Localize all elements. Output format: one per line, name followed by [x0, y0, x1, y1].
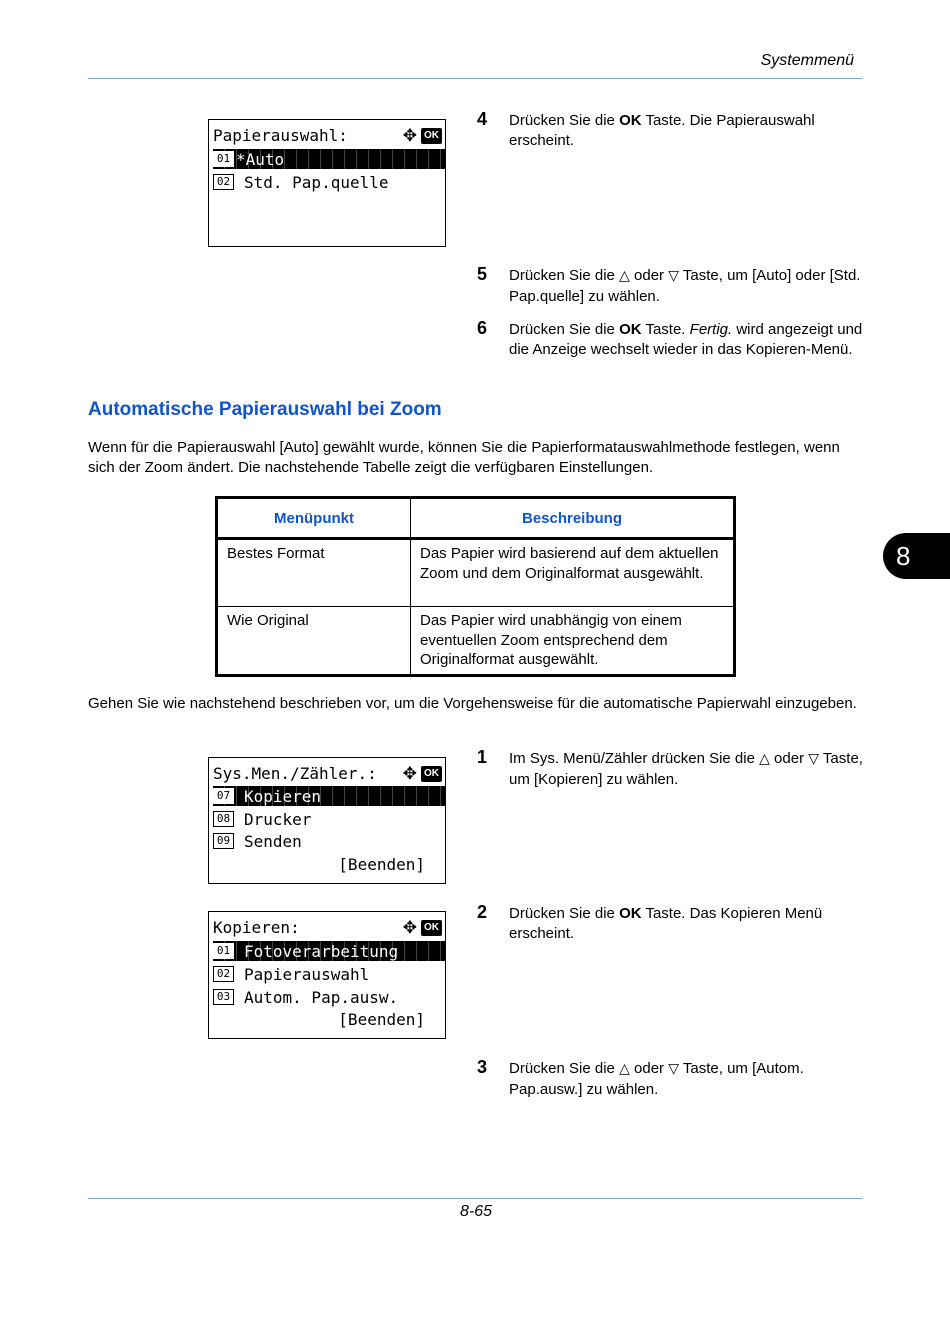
step-text: Im Sys. Menü/Zähler drücken Sie die	[509, 750, 760, 767]
ok-key-label: OK	[619, 112, 642, 129]
status-message: Fertig.	[689, 321, 733, 338]
lcd-row-label: Std. Pap.quelle	[244, 172, 389, 192]
lcd-title: Sys.Men./Zähler.:	[213, 764, 377, 783]
lcd-row	[213, 964, 369, 984]
lcd-row-label: Papierauswahl	[244, 964, 370, 984]
lcd-screen-copy-menu	[208, 911, 446, 1039]
lcd-row-label: Drucker	[244, 809, 312, 829]
step-3	[477, 1059, 867, 1099]
step-text: Taste. Das Kopieren Menü erscheint.	[509, 905, 823, 942]
table-header: Menüpunkt	[217, 498, 411, 539]
page-number: 8-65	[459, 1203, 493, 1220]
step-text: Drücken Sie die	[509, 321, 620, 338]
row-number-badge: 07	[213, 788, 234, 804]
step-6	[477, 320, 867, 359]
step-number: 6	[477, 318, 488, 338]
step-number: 5	[477, 264, 488, 284]
intro-paragraph: Wenn für die Papierauswahl [Auto] gewählt wurde, können Sie die Papierformatauswahlmethode festlegen, wenn sich der Zoom ändert. Die nachstehende Tabelle zeigt die verfügbaren Einstellungen.	[88, 439, 840, 476]
down-triangle-icon: ▽	[668, 1061, 679, 1077]
lcd-row	[213, 987, 398, 1007]
table-cell: Das Papier wird unabhängig von einem eventuellen Zoom entsprechend dem Originalformat ausgewählt.	[411, 607, 735, 676]
up-triangle-icon: △	[759, 751, 770, 767]
step-text: oder	[769, 750, 809, 767]
table-header: Beschreibung	[411, 498, 735, 539]
lcd-icons	[403, 918, 442, 938]
footer-rule	[88, 1198, 862, 1199]
lcd-row-selected	[213, 941, 445, 961]
row-number-badge: 01	[213, 943, 234, 959]
step-text: Taste, um [Kopieren] zu wählen.	[509, 750, 863, 788]
step-5	[477, 266, 867, 306]
step-number: 1	[477, 747, 488, 767]
lcd-row-selected	[213, 786, 445, 806]
row-number-badge: 01	[213, 151, 234, 167]
row-number-badge: 03	[213, 989, 234, 1005]
up-triangle-icon: △	[619, 268, 630, 284]
four-way-arrow-icon: ✥	[402, 126, 417, 146]
ok-key-icon: OK	[421, 920, 442, 936]
step-text: Taste. Die Papierauswahl erscheint.	[509, 112, 815, 149]
step-text: Drücken Sie die	[509, 112, 620, 129]
ok-key-icon: OK	[421, 128, 442, 144]
lcd-row-label: *Auto	[236, 149, 285, 169]
settings-table	[215, 496, 736, 677]
lcd-row	[213, 831, 302, 851]
section-heading: Automatische Papierauswahl bei Zoom	[88, 399, 442, 420]
step-text: Drücken Sie die	[509, 1060, 620, 1077]
down-triangle-icon: ▽	[808, 751, 820, 767]
step-number: 3	[477, 1057, 488, 1077]
step-1	[477, 749, 867, 789]
table-row	[217, 607, 735, 676]
step-4	[477, 111, 867, 150]
lcd-row	[213, 172, 389, 192]
ok-key-label: OK	[619, 321, 642, 338]
table-cell: Bestes Format	[217, 539, 411, 607]
lcd-screen-paper-select	[208, 119, 446, 247]
exit-option: [Beenden]	[338, 1010, 425, 1029]
lcd-title: Kopieren:	[213, 918, 300, 937]
lcd-icons	[403, 126, 442, 146]
row-number-badge: 02	[213, 174, 234, 190]
row-number-badge: 09	[213, 833, 234, 849]
up-triangle-icon: △	[619, 1061, 630, 1077]
down-triangle-icon: ▽	[668, 268, 679, 284]
table-cell: Das Papier wird basierend auf dem aktuellen Zoom und dem Originalformat ausgewählt.	[411, 539, 735, 607]
lcd-icons	[403, 764, 442, 784]
row-number-badge: 08	[213, 811, 234, 827]
table-row	[217, 539, 735, 607]
step-text: wird angezeigt und die Anzeige wechselt wieder in das Kopieren-Menü.	[509, 321, 863, 358]
lcd-row-label: Autom. Pap.ausw.	[244, 987, 399, 1007]
step-text: Taste, um [Autom. Pap.ausw.] zu wählen.	[509, 1060, 804, 1098]
table-header-row	[217, 498, 735, 539]
four-way-arrow-icon: ✥	[402, 764, 417, 784]
lcd-row-label: Senden	[244, 831, 302, 851]
step-text: Taste, um [Auto] oder [Std. Pap.quelle] zu wählen.	[509, 267, 861, 305]
outro-paragraph: Gehen Sie wie nachstehend beschrieben vor, um die Vorgehensweise für die automatische Papierwahl einzugeben.	[88, 695, 857, 712]
ok-key-icon: OK	[421, 766, 442, 782]
header-rule	[88, 78, 862, 79]
step-number: 2	[477, 902, 488, 922]
lcd-title: Papierauswahl:	[213, 126, 348, 145]
lcd-screen-system-menu	[208, 757, 446, 884]
row-number-badge: 02	[213, 966, 234, 982]
step-text: Drücken Sie die	[509, 905, 620, 922]
step-text: Taste.	[641, 321, 690, 338]
ok-key-label: OK	[619, 905, 642, 922]
lcd-row	[213, 809, 311, 829]
four-way-arrow-icon: ✥	[402, 918, 417, 938]
step-number: 4	[477, 109, 488, 129]
lcd-row-label: Fotoverarbeitung	[244, 941, 399, 961]
step-text: oder	[629, 1060, 669, 1077]
exit-option: [Beenden]	[338, 855, 425, 874]
lcd-row-selected	[213, 149, 445, 169]
lcd-row-label: Kopieren	[244, 786, 322, 806]
running-header: Systemmenü	[760, 52, 854, 69]
chapter-tab: 8	[883, 533, 950, 579]
step-text: oder	[629, 267, 669, 284]
table-cell: Wie Original	[217, 607, 411, 676]
step-2	[477, 904, 867, 943]
step-text: Drücken Sie die	[509, 267, 620, 284]
